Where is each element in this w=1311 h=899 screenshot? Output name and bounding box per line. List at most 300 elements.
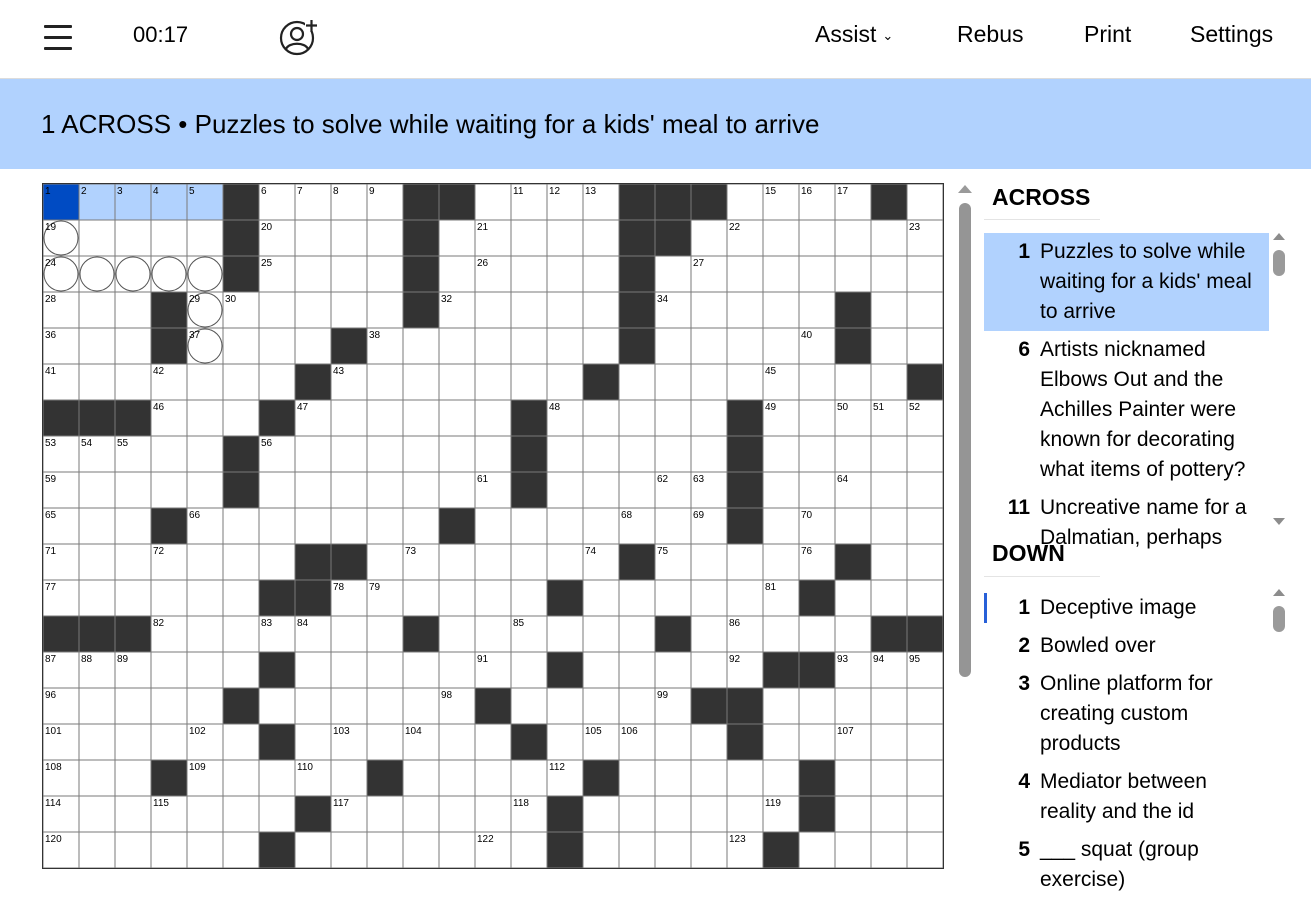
grid-cell[interactable]: [907, 472, 943, 508]
grid-cell[interactable]: [583, 616, 619, 652]
grid-cell[interactable]: [547, 292, 583, 328]
grid-cell[interactable]: [259, 292, 295, 328]
across-scrollbar[interactable]: [1272, 233, 1288, 525]
grid-cell[interactable]: [475, 760, 511, 796]
grid-cell[interactable]: [367, 652, 403, 688]
grid-cell[interactable]: [799, 220, 835, 256]
grid-cell[interactable]: [691, 760, 727, 796]
grid-cell[interactable]: [907, 184, 943, 220]
grid-cell[interactable]: [403, 508, 439, 544]
grid-cell[interactable]: [835, 508, 871, 544]
grid-cell[interactable]: [871, 760, 907, 796]
grid-cell[interactable]: [727, 364, 763, 400]
grid-cell[interactable]: [655, 256, 691, 292]
grid-cell[interactable]: [403, 472, 439, 508]
grid-cell[interactable]: [331, 508, 367, 544]
scroll-up-icon[interactable]: [958, 185, 972, 193]
grid-cell[interactable]: [403, 328, 439, 364]
grid-cell[interactable]: [907, 328, 943, 364]
grid-cell[interactable]: [691, 292, 727, 328]
grid-cell[interactable]: [655, 364, 691, 400]
grid-cell[interactable]: [583, 796, 619, 832]
grid-cell[interactable]: [619, 472, 655, 508]
grid-cell[interactable]: [439, 436, 475, 472]
grid-cell[interactable]: [907, 796, 943, 832]
grid-cell[interactable]: [511, 652, 547, 688]
grid-cell[interactable]: [763, 328, 799, 364]
grid-cell[interactable]: [151, 832, 187, 868]
grid-cell[interactable]: [871, 724, 907, 760]
grid-cell[interactable]: [583, 472, 619, 508]
grid-cell[interactable]: [799, 472, 835, 508]
grid-cell[interactable]: [907, 724, 943, 760]
grid-cell[interactable]: [835, 616, 871, 652]
grid-cell[interactable]: [367, 544, 403, 580]
grid-cell[interactable]: [295, 436, 331, 472]
grid-cell[interactable]: [223, 364, 259, 400]
grid-cell[interactable]: [367, 472, 403, 508]
grid-cell[interactable]: [115, 328, 151, 364]
grid-cell[interactable]: [655, 580, 691, 616]
grid-cell[interactable]: [655, 832, 691, 868]
grid-cell[interactable]: [511, 292, 547, 328]
grid-cell[interactable]: [799, 436, 835, 472]
grid-cell[interactable]: [115, 292, 151, 328]
grid-cell[interactable]: [187, 616, 223, 652]
grid-cell[interactable]: [691, 652, 727, 688]
grid-cell[interactable]: [871, 508, 907, 544]
grid-cell[interactable]: [583, 688, 619, 724]
grid-cell[interactable]: [583, 328, 619, 364]
grid-cell[interactable]: [79, 796, 115, 832]
grid-cell[interactable]: [583, 580, 619, 616]
grid-cell[interactable]: [115, 544, 151, 580]
grid-cell[interactable]: [691, 328, 727, 364]
grid-cell[interactable]: [583, 652, 619, 688]
grid-cell[interactable]: [871, 832, 907, 868]
grid-cell[interactable]: [295, 256, 331, 292]
grid-cell[interactable]: [547, 724, 583, 760]
grid-cell[interactable]: [871, 472, 907, 508]
assist-menu-button[interactable]: [815, 21, 893, 48]
grid-cell[interactable]: [691, 796, 727, 832]
grid-cell[interactable]: [367, 796, 403, 832]
grid-cell[interactable]: [439, 472, 475, 508]
grid-cell[interactable]: [79, 220, 115, 256]
grid-cell[interactable]: [439, 724, 475, 760]
grid-cell[interactable]: [619, 760, 655, 796]
grid-cell[interactable]: [907, 436, 943, 472]
grid-cell[interactable]: [835, 364, 871, 400]
grid-cell[interactable]: [799, 400, 835, 436]
grid-cell[interactable]: [295, 652, 331, 688]
grid-cell[interactable]: [79, 508, 115, 544]
grid-cell[interactable]: [583, 832, 619, 868]
grid-cell[interactable]: [115, 760, 151, 796]
grid-cell[interactable]: [115, 580, 151, 616]
grid-cell[interactable]: [583, 220, 619, 256]
grid-cell[interactable]: [439, 328, 475, 364]
grid-cell[interactable]: [403, 796, 439, 832]
grid-cell[interactable]: [259, 508, 295, 544]
scroll-up-icon[interactable]: [1273, 233, 1285, 240]
grid-cell[interactable]: [79, 832, 115, 868]
grid-cell[interactable]: [475, 328, 511, 364]
grid-cell[interactable]: [763, 688, 799, 724]
grid-cell[interactable]: [691, 616, 727, 652]
grid-cell[interactable]: [223, 796, 259, 832]
grid-cell[interactable]: [475, 544, 511, 580]
grid-cell[interactable]: [187, 544, 223, 580]
grid-cell[interactable]: [511, 580, 547, 616]
grid-cell[interactable]: [187, 436, 223, 472]
grid-cell[interactable]: [835, 832, 871, 868]
grid-cell[interactable]: [727, 544, 763, 580]
clue-item-down-3[interactable]: [984, 665, 1269, 763]
grid-cell[interactable]: [763, 472, 799, 508]
grid-cell[interactable]: [655, 724, 691, 760]
grid-cell[interactable]: [655, 400, 691, 436]
grid-cell[interactable]: [475, 292, 511, 328]
grid-cell[interactable]: [331, 400, 367, 436]
grid-cell[interactable]: [655, 796, 691, 832]
grid-cell[interactable]: [223, 652, 259, 688]
grid-cell[interactable]: [367, 220, 403, 256]
grid-cell[interactable]: [871, 220, 907, 256]
grid-cell[interactable]: [295, 292, 331, 328]
grid-cell[interactable]: [727, 580, 763, 616]
grid-cell[interactable]: [907, 688, 943, 724]
grid-cell[interactable]: [331, 256, 367, 292]
grid-cell[interactable]: [871, 688, 907, 724]
grid-cell[interactable]: [547, 220, 583, 256]
grid-cell[interactable]: [115, 364, 151, 400]
grid-cell[interactable]: [727, 184, 763, 220]
clue-item-across-1[interactable]: [984, 233, 1269, 331]
grid-cell[interactable]: [475, 724, 511, 760]
grid-cell[interactable]: [223, 724, 259, 760]
grid-cell[interactable]: [619, 580, 655, 616]
grid-cell[interactable]: [187, 832, 223, 868]
rebus-button[interactable]: Rebus: [957, 21, 1024, 47]
grid-cell[interactable]: [79, 364, 115, 400]
grid-cell[interactable]: [655, 328, 691, 364]
grid-cell[interactable]: [403, 436, 439, 472]
grid-cell[interactable]: [151, 436, 187, 472]
timer[interactable]: 00:17: [133, 22, 189, 47]
grid-cell[interactable]: [403, 580, 439, 616]
grid-cell[interactable]: [475, 436, 511, 472]
grid-cell[interactable]: [619, 652, 655, 688]
grid-cell[interactable]: [115, 832, 151, 868]
grid-cell[interactable]: [583, 256, 619, 292]
grid-cell[interactable]: [835, 436, 871, 472]
clue-item-down-2[interactable]: [984, 627, 1269, 665]
grid-cell[interactable]: [439, 364, 475, 400]
grid-cell[interactable]: [655, 652, 691, 688]
grid-cell[interactable]: [835, 256, 871, 292]
grid-cell[interactable]: [799, 364, 835, 400]
grid-cell[interactable]: [367, 508, 403, 544]
add-user-icon[interactable]: [278, 17, 318, 57]
grid-cell[interactable]: [763, 256, 799, 292]
grid-cell[interactable]: [763, 544, 799, 580]
grid-cell[interactable]: [79, 328, 115, 364]
grid-cell[interactable]: [835, 760, 871, 796]
grid-cell[interactable]: [835, 580, 871, 616]
clue-item-across-6[interactable]: [984, 331, 1269, 489]
grid-cell[interactable]: [151, 256, 187, 292]
grid-cell[interactable]: [187, 688, 223, 724]
grid-cell[interactable]: [619, 364, 655, 400]
scroll-down-icon[interactable]: [1273, 518, 1285, 525]
grid-cell[interactable]: [547, 436, 583, 472]
grid-cell[interactable]: [619, 832, 655, 868]
grid-cell[interactable]: [547, 472, 583, 508]
grid-cell[interactable]: [79, 472, 115, 508]
grid-cell[interactable]: [295, 724, 331, 760]
down-clue-list[interactable]: [984, 589, 1269, 891]
grid-cell[interactable]: [511, 364, 547, 400]
grid-cell[interactable]: [223, 508, 259, 544]
grid-cell[interactable]: [907, 256, 943, 292]
grid-cell[interactable]: [835, 796, 871, 832]
grid-cell[interactable]: [511, 508, 547, 544]
grid-cell[interactable]: [439, 832, 475, 868]
grid-cell[interactable]: [367, 400, 403, 436]
grid-cell[interactable]: [871, 364, 907, 400]
grid-cell[interactable]: [115, 256, 151, 292]
grid-cell[interactable]: [79, 256, 115, 292]
grid-cell[interactable]: [295, 832, 331, 868]
grid-cell[interactable]: [799, 724, 835, 760]
grid-cell[interactable]: [547, 364, 583, 400]
grid-cell[interactable]: [187, 796, 223, 832]
grid-cell[interactable]: [331, 832, 367, 868]
grid-cell[interactable]: [187, 364, 223, 400]
grid-cell[interactable]: [547, 256, 583, 292]
grid-cell[interactable]: [799, 292, 835, 328]
grid-cell[interactable]: [727, 292, 763, 328]
grid-cell[interactable]: [475, 580, 511, 616]
grid-cell[interactable]: [475, 364, 511, 400]
grid-cell[interactable]: [439, 580, 475, 616]
hamburger-icon[interactable]: [44, 23, 72, 51]
grid-cell[interactable]: [115, 472, 151, 508]
grid-cell[interactable]: [331, 760, 367, 796]
grid-cell[interactable]: [367, 616, 403, 652]
grid-cell[interactable]: [367, 292, 403, 328]
grid-cell[interactable]: [151, 724, 187, 760]
grid-cell[interactable]: [259, 472, 295, 508]
grid-cell[interactable]: [259, 364, 295, 400]
grid-cell[interactable]: [619, 688, 655, 724]
scrollbar-thumb[interactable]: [1273, 606, 1285, 632]
grid-scrollbar[interactable]: [957, 183, 973, 678]
grid-cell[interactable]: [259, 544, 295, 580]
grid-cell[interactable]: [691, 580, 727, 616]
grid-cell[interactable]: [223, 580, 259, 616]
grid-cell[interactable]: [331, 436, 367, 472]
grid-cell[interactable]: [439, 256, 475, 292]
grid-cell[interactable]: [439, 760, 475, 796]
grid-cell[interactable]: [655, 436, 691, 472]
grid-cell[interactable]: [619, 436, 655, 472]
grid-cell[interactable]: [799, 256, 835, 292]
grid-cell[interactable]: [619, 796, 655, 832]
print-button[interactable]: Print: [1084, 21, 1132, 47]
grid-cell[interactable]: [151, 220, 187, 256]
grid-cell[interactable]: [691, 400, 727, 436]
grid-cell[interactable]: [259, 760, 295, 796]
grid-cell[interactable]: [871, 328, 907, 364]
grid-cell[interactable]: [439, 400, 475, 436]
grid-cell[interactable]: [223, 616, 259, 652]
grid-cell[interactable]: [187, 220, 223, 256]
grid-cell[interactable]: [295, 688, 331, 724]
grid-cell[interactable]: [79, 544, 115, 580]
grid-cell[interactable]: [511, 832, 547, 868]
grid-cell[interactable]: [223, 832, 259, 868]
grid-cell[interactable]: [727, 256, 763, 292]
grid-cell[interactable]: [547, 616, 583, 652]
grid-cell[interactable]: [799, 688, 835, 724]
grid-cell[interactable]: [871, 256, 907, 292]
grid-cell[interactable]: [475, 616, 511, 652]
grid-cell[interactable]: [295, 220, 331, 256]
grid-cell[interactable]: [511, 688, 547, 724]
grid-cell[interactable]: [403, 760, 439, 796]
grid-cell[interactable]: [367, 832, 403, 868]
grid-cell[interactable]: [475, 796, 511, 832]
grid-cell[interactable]: [475, 400, 511, 436]
grid-cell[interactable]: [331, 652, 367, 688]
crossword-grid[interactable]: [42, 183, 943, 883]
grid-cell[interactable]: [871, 292, 907, 328]
grid-cell[interactable]: [763, 616, 799, 652]
grid-cell[interactable]: [511, 220, 547, 256]
grid-cell[interactable]: [403, 688, 439, 724]
clue-item-down-5[interactable]: [984, 831, 1269, 899]
grid-cell[interactable]: [331, 688, 367, 724]
grid-cell[interactable]: [691, 544, 727, 580]
scrollbar-thumb[interactable]: [959, 203, 971, 677]
grid-cell[interactable]: [583, 400, 619, 436]
grid-cell[interactable]: [547, 508, 583, 544]
grid-cell[interactable]: [187, 400, 223, 436]
grid-cell[interactable]: [367, 688, 403, 724]
grid-cell[interactable]: [295, 472, 331, 508]
grid-cell[interactable]: [187, 580, 223, 616]
grid-cell[interactable]: [187, 472, 223, 508]
grid-cell[interactable]: [403, 400, 439, 436]
grid-cell[interactable]: [439, 220, 475, 256]
grid-cell[interactable]: [331, 220, 367, 256]
down-scrollbar[interactable]: [1272, 589, 1288, 861]
grid-cell[interactable]: [547, 688, 583, 724]
grid-cell[interactable]: [907, 760, 943, 796]
grid-cell[interactable]: [223, 400, 259, 436]
grid-cell[interactable]: [655, 508, 691, 544]
grid-cell[interactable]: [835, 688, 871, 724]
grid-cell[interactable]: [727, 328, 763, 364]
grid-cell[interactable]: [511, 328, 547, 364]
grid-cell[interactable]: [115, 796, 151, 832]
grid-cell[interactable]: [763, 220, 799, 256]
grid-cell[interactable]: [115, 508, 151, 544]
grid-cell[interactable]: [223, 544, 259, 580]
grid-cell[interactable]: [511, 544, 547, 580]
grid-cell[interactable]: [151, 688, 187, 724]
grid-cell[interactable]: [763, 724, 799, 760]
grid-cell[interactable]: [763, 760, 799, 796]
grid-cell[interactable]: [691, 364, 727, 400]
grid-cell[interactable]: [835, 220, 871, 256]
grid-cell[interactable]: [907, 832, 943, 868]
grid-cell[interactable]: [583, 436, 619, 472]
grid-cell[interactable]: [511, 760, 547, 796]
grid-cell[interactable]: [79, 760, 115, 796]
grid-cell[interactable]: [727, 796, 763, 832]
grid-cell[interactable]: [691, 220, 727, 256]
grid-cell[interactable]: [799, 616, 835, 652]
grid-cell[interactable]: [187, 256, 223, 292]
grid-cell[interactable]: [619, 616, 655, 652]
grid-cell[interactable]: [763, 292, 799, 328]
grid-cell[interactable]: [331, 472, 367, 508]
grid-cell[interactable]: [907, 292, 943, 328]
grid-cell[interactable]: [79, 688, 115, 724]
grid-cell[interactable]: [763, 508, 799, 544]
grid-cell[interactable]: [691, 436, 727, 472]
grid-cell[interactable]: [439, 796, 475, 832]
grid-cell[interactable]: [331, 616, 367, 652]
grid-cell[interactable]: [223, 760, 259, 796]
grid-cell[interactable]: [79, 724, 115, 760]
grid-cell[interactable]: [583, 292, 619, 328]
grid-cell[interactable]: [691, 724, 727, 760]
grid-cell[interactable]: [403, 364, 439, 400]
grid-cell[interactable]: [871, 580, 907, 616]
grid-cell[interactable]: [295, 508, 331, 544]
grid-cell[interactable]: [151, 472, 187, 508]
grid-cell[interactable]: [907, 508, 943, 544]
grid-cell[interactable]: [547, 544, 583, 580]
grid-cell[interactable]: [223, 328, 259, 364]
grid-cell[interactable]: [439, 616, 475, 652]
grid-cell[interactable]: [547, 328, 583, 364]
grid-cell[interactable]: [115, 220, 151, 256]
grid-cell[interactable]: [691, 832, 727, 868]
grid-cell[interactable]: [367, 724, 403, 760]
grid-cell[interactable]: [295, 328, 331, 364]
grid-cell[interactable]: [475, 508, 511, 544]
scrollbar-thumb[interactable]: [1273, 250, 1285, 276]
grid-cell[interactable]: [583, 508, 619, 544]
grid-cell[interactable]: [763, 436, 799, 472]
grid-cell[interactable]: [115, 724, 151, 760]
grid-cell[interactable]: [475, 184, 511, 220]
grid-cell[interactable]: [79, 292, 115, 328]
grid-cell[interactable]: [907, 580, 943, 616]
grid-cell[interactable]: [907, 544, 943, 580]
grid-cell[interactable]: [655, 760, 691, 796]
grid-cell[interactable]: [79, 580, 115, 616]
clue-item-down-1[interactable]: [984, 589, 1269, 627]
grid-cell[interactable]: [871, 796, 907, 832]
across-clue-list[interactable]: [984, 233, 1269, 549]
grid-cell[interactable]: [727, 760, 763, 796]
